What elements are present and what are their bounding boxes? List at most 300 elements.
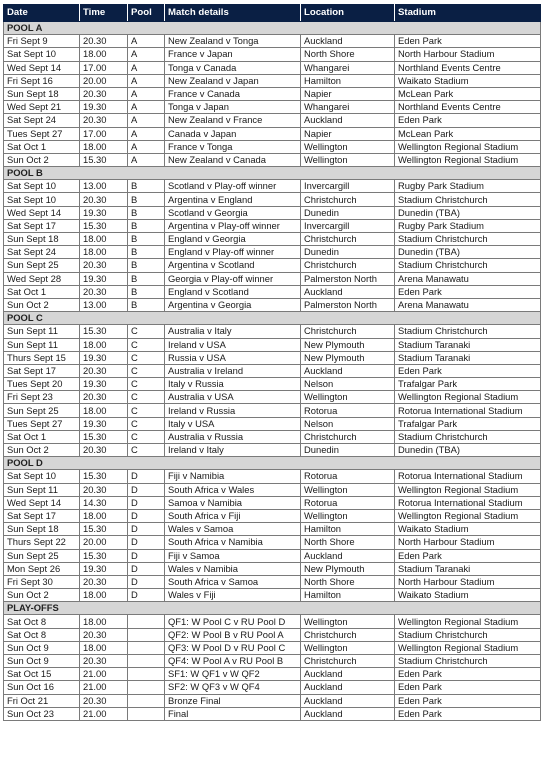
time-cell: 20.30	[80, 655, 128, 668]
time-cell: 13.00	[80, 298, 128, 311]
table-row	[4, 140, 541, 153]
stadium-cell: Stadium Christchurch	[395, 233, 541, 246]
match-cell: France v Canada	[165, 87, 301, 100]
pool-cell: B	[128, 193, 165, 206]
stadium-cell: Eden Park	[395, 694, 541, 707]
date-cell: Mon Sept 26	[4, 562, 80, 575]
table-row	[4, 707, 541, 720]
match-cell: England v Scotland	[165, 285, 301, 298]
date-cell: Sat Oct 1	[4, 140, 80, 153]
table-row	[4, 430, 541, 443]
pool-cell	[128, 681, 165, 694]
time-cell: 18.00	[80, 641, 128, 654]
match-cell: New Zealand v Japan	[165, 74, 301, 87]
location-cell: Rotorua	[301, 404, 395, 417]
pool-cell: A	[128, 87, 165, 100]
section-title: POOL D	[4, 457, 541, 470]
section-header-row	[4, 602, 541, 615]
stadium-cell: Dunedin (TBA)	[395, 246, 541, 259]
time-cell: 15.30	[80, 219, 128, 232]
stadium-cell: Stadium Taranaki	[395, 338, 541, 351]
date-cell: Sat Oct 8	[4, 615, 80, 628]
date-cell: Sun Sept 25	[4, 404, 80, 417]
match-cell: Ireland v USA	[165, 338, 301, 351]
location-cell: Christchurch	[301, 628, 395, 641]
date-cell: Sat Sept 17	[4, 364, 80, 377]
table-row	[4, 285, 541, 298]
stadium-cell: Wellington Regional Stadium	[395, 140, 541, 153]
time-cell: 15.30	[80, 430, 128, 443]
location-cell: Whangarei	[301, 61, 395, 74]
match-cell: France v Tonga	[165, 140, 301, 153]
pool-cell: C	[128, 338, 165, 351]
pool-cell: C	[128, 444, 165, 457]
match-cell: Argentina v Play-off winner	[165, 219, 301, 232]
stadium-cell: Eden Park	[395, 285, 541, 298]
date-cell: Sun Oct 2	[4, 298, 80, 311]
pool-cell: C	[128, 325, 165, 338]
stadium-cell: Rotorua International Stadium	[395, 496, 541, 509]
pool-cell: D	[128, 470, 165, 483]
header-match-details: Match details	[165, 5, 301, 22]
stadium-cell: Arena Manawatu	[395, 272, 541, 285]
time-cell: 20.00	[80, 74, 128, 87]
date-cell: Wed Sept 28	[4, 272, 80, 285]
date-cell: Sat Sept 10	[4, 470, 80, 483]
location-cell: Dunedin	[301, 444, 395, 457]
time-cell: 15.30	[80, 470, 128, 483]
time-cell: 19.30	[80, 351, 128, 364]
pool-cell: D	[128, 509, 165, 522]
pool-cell: A	[128, 140, 165, 153]
time-cell: 15.30	[80, 523, 128, 536]
match-cell: South Africa v Fiji	[165, 509, 301, 522]
match-cell: Russia v USA	[165, 351, 301, 364]
match-cell: Italy v USA	[165, 417, 301, 430]
time-cell: 18.00	[80, 140, 128, 153]
date-cell: Sat Oct 15	[4, 668, 80, 681]
match-cell: Wales v Fiji	[165, 589, 301, 602]
match-cell: SF2: W QF3 v W QF4	[165, 681, 301, 694]
time-cell: 15.30	[80, 153, 128, 166]
table-row	[4, 681, 541, 694]
time-cell: 18.00	[80, 48, 128, 61]
date-cell: Thurs Sept 15	[4, 351, 80, 364]
match-cell: Wales v Namibia	[165, 562, 301, 575]
match-cell: South Africa v Samoa	[165, 575, 301, 588]
pool-cell: D	[128, 549, 165, 562]
stadium-cell: McLean Park	[395, 87, 541, 100]
table-row	[4, 246, 541, 259]
table-row	[4, 61, 541, 74]
stadium-cell: Trafalgar Park	[395, 417, 541, 430]
pool-cell	[128, 668, 165, 681]
location-cell: Christchurch	[301, 325, 395, 338]
date-cell: Sun Sept 11	[4, 325, 80, 338]
pool-cell: D	[128, 536, 165, 549]
table-row	[4, 509, 541, 522]
stadium-cell: Northland Events Centre	[395, 61, 541, 74]
date-cell: Sat Sept 24	[4, 114, 80, 127]
date-cell: Sat Sept 10	[4, 193, 80, 206]
location-cell: New Plymouth	[301, 338, 395, 351]
time-cell: 14.30	[80, 496, 128, 509]
match-cell: Argentina v Georgia	[165, 298, 301, 311]
date-cell: Wed Sept 21	[4, 101, 80, 114]
date-cell: Tues Sept 27	[4, 417, 80, 430]
table-row	[4, 655, 541, 668]
table-row	[4, 615, 541, 628]
table-row	[4, 523, 541, 536]
location-cell: North Shore	[301, 575, 395, 588]
location-cell: New Plymouth	[301, 562, 395, 575]
match-cell: Bronze Final	[165, 694, 301, 707]
match-cell: France v Japan	[165, 48, 301, 61]
table-row	[4, 193, 541, 206]
date-cell: Fri Sept 16	[4, 74, 80, 87]
header-row	[4, 5, 541, 22]
section-title: POOL C	[4, 312, 541, 325]
stadium-cell: North Harbour Stadium	[395, 575, 541, 588]
pool-cell: B	[128, 233, 165, 246]
pool-cell: B	[128, 298, 165, 311]
time-cell: 19.30	[80, 206, 128, 219]
location-cell: Auckland	[301, 549, 395, 562]
match-cell: Fiji v Samoa	[165, 549, 301, 562]
location-cell: Dunedin	[301, 206, 395, 219]
table-row	[4, 417, 541, 430]
pool-cell	[128, 694, 165, 707]
pool-cell: A	[128, 48, 165, 61]
location-cell: Invercargill	[301, 180, 395, 193]
date-cell: Sun Oct 2	[4, 589, 80, 602]
pool-cell: B	[128, 206, 165, 219]
pool-cell: C	[128, 364, 165, 377]
pool-cell	[128, 628, 165, 641]
stadium-cell: Wellington Regional Stadium	[395, 483, 541, 496]
stadium-cell: Dunedin (TBA)	[395, 206, 541, 219]
time-cell: 20.30	[80, 114, 128, 127]
match-cell: Canada v Japan	[165, 127, 301, 140]
table-row	[4, 206, 541, 219]
table-row	[4, 233, 541, 246]
header-stadium: Stadium	[395, 5, 541, 22]
time-cell: 18.00	[80, 246, 128, 259]
time-cell: 20.30	[80, 87, 128, 100]
location-cell: Napier	[301, 87, 395, 100]
pool-cell: D	[128, 589, 165, 602]
time-cell: 15.30	[80, 325, 128, 338]
location-cell: Auckland	[301, 668, 395, 681]
time-cell: 20.30	[80, 694, 128, 707]
match-cell: QF1: W Pool C v RU Pool D	[165, 615, 301, 628]
time-cell: 19.30	[80, 101, 128, 114]
time-cell: 13.00	[80, 180, 128, 193]
time-cell: 20.30	[80, 35, 128, 48]
match-cell: Fiji v Namibia	[165, 470, 301, 483]
section-header-row	[4, 457, 541, 470]
location-cell: Wellington	[301, 509, 395, 522]
date-cell: Sun Sept 18	[4, 87, 80, 100]
time-cell: 18.00	[80, 404, 128, 417]
stadium-cell: McLean Park	[395, 127, 541, 140]
pool-cell: C	[128, 404, 165, 417]
match-cell: Australia v USA	[165, 391, 301, 404]
stadium-cell: Wellington Regional Stadium	[395, 641, 541, 654]
pool-cell: A	[128, 153, 165, 166]
match-cell: Argentina v Scotland	[165, 259, 301, 272]
date-cell: Sat Sept 17	[4, 219, 80, 232]
date-cell: Wed Sept 14	[4, 61, 80, 74]
match-cell: Wales v Samoa	[165, 523, 301, 536]
time-cell: 20.00	[80, 536, 128, 549]
table-row	[4, 496, 541, 509]
pool-cell: A	[128, 35, 165, 48]
stadium-cell: Eden Park	[395, 364, 541, 377]
location-cell: Christchurch	[301, 430, 395, 443]
stadium-cell: Eden Park	[395, 668, 541, 681]
date-cell: Wed Sept 14	[4, 206, 80, 219]
table-row	[4, 351, 541, 364]
location-cell: Whangarei	[301, 101, 395, 114]
match-cell: Final	[165, 707, 301, 720]
pool-cell: D	[128, 523, 165, 536]
stadium-cell: Wellington Regional Stadium	[395, 615, 541, 628]
stadium-cell: Stadium Christchurch	[395, 193, 541, 206]
table-row	[4, 48, 541, 61]
location-cell: North Shore	[301, 536, 395, 549]
pool-cell	[128, 615, 165, 628]
time-cell: 20.30	[80, 364, 128, 377]
location-cell: Palmerston North	[301, 272, 395, 285]
stadium-cell: Eden Park	[395, 114, 541, 127]
stadium-cell: Dunedin (TBA)	[395, 444, 541, 457]
section-header-row	[4, 167, 541, 180]
date-cell: Sun Sept 25	[4, 259, 80, 272]
date-cell: Fri Sept 23	[4, 391, 80, 404]
table-row	[4, 272, 541, 285]
stadium-cell: North Harbour Stadium	[395, 48, 541, 61]
stadium-cell: Northland Events Centre	[395, 101, 541, 114]
table-row	[4, 470, 541, 483]
location-cell: Wellington	[301, 615, 395, 628]
time-cell: 18.00	[80, 615, 128, 628]
table-row	[4, 444, 541, 457]
time-cell: 15.30	[80, 549, 128, 562]
date-cell: Sat Oct 1	[4, 285, 80, 298]
time-cell: 20.30	[80, 391, 128, 404]
time-cell: 20.30	[80, 483, 128, 496]
pool-cell: A	[128, 127, 165, 140]
match-cell: QF4: W Pool A v RU Pool B	[165, 655, 301, 668]
date-cell: Sat Sept 24	[4, 246, 80, 259]
date-cell: Sun Sept 11	[4, 483, 80, 496]
pool-cell: B	[128, 285, 165, 298]
table-body	[4, 22, 541, 721]
location-cell: Napier	[301, 127, 395, 140]
time-cell: 21.00	[80, 681, 128, 694]
match-cell: Ireland v Italy	[165, 444, 301, 457]
location-cell: Palmerston North	[301, 298, 395, 311]
match-cell: Samoa v Namibia	[165, 496, 301, 509]
time-cell: 19.30	[80, 272, 128, 285]
stadium-cell: Arena Manawatu	[395, 298, 541, 311]
table-row	[4, 74, 541, 87]
table-row	[4, 338, 541, 351]
match-cell: South Africa v Wales	[165, 483, 301, 496]
location-cell: Auckland	[301, 681, 395, 694]
table-row	[4, 694, 541, 707]
table-row	[4, 114, 541, 127]
location-cell: Nelson	[301, 417, 395, 430]
location-cell: Christchurch	[301, 193, 395, 206]
date-cell: Fri Sept 30	[4, 575, 80, 588]
stadium-cell: Eden Park	[395, 549, 541, 562]
match-cell: New Zealand v France	[165, 114, 301, 127]
location-cell: Wellington	[301, 153, 395, 166]
match-cell: New Zealand v Tonga	[165, 35, 301, 48]
table-row	[4, 628, 541, 641]
table-row	[4, 325, 541, 338]
section-title: POOL A	[4, 22, 541, 35]
section-header-row	[4, 22, 541, 35]
location-cell: Wellington	[301, 391, 395, 404]
stadium-cell: Eden Park	[395, 35, 541, 48]
stadium-cell: Wellington Regional Stadium	[395, 153, 541, 166]
location-cell: Christchurch	[301, 655, 395, 668]
match-cell: Australia v Russia	[165, 430, 301, 443]
match-cell: Italy v Russia	[165, 378, 301, 391]
table-row	[4, 391, 541, 404]
table-row	[4, 536, 541, 549]
date-cell: Sun Oct 23	[4, 707, 80, 720]
date-cell: Sun Sept 25	[4, 549, 80, 562]
location-cell: Hamilton	[301, 589, 395, 602]
stadium-cell: Eden Park	[395, 681, 541, 694]
date-cell: Fri Sept 9	[4, 35, 80, 48]
time-cell: 20.30	[80, 444, 128, 457]
time-cell: 19.30	[80, 378, 128, 391]
match-cell: Australia v Italy	[165, 325, 301, 338]
table-row	[4, 378, 541, 391]
time-cell: 20.30	[80, 259, 128, 272]
stadium-cell: Wellington Regional Stadium	[395, 391, 541, 404]
stadium-cell: Waikato Stadium	[395, 589, 541, 602]
pool-cell: C	[128, 391, 165, 404]
stadium-cell: Waikato Stadium	[395, 523, 541, 536]
stadium-cell: Stadium Christchurch	[395, 628, 541, 641]
stadium-cell: Trafalgar Park	[395, 378, 541, 391]
location-cell: Rotorua	[301, 470, 395, 483]
header-time: Time	[80, 5, 128, 22]
match-cell: Tonga v Japan	[165, 101, 301, 114]
pool-cell: D	[128, 562, 165, 575]
time-cell: 21.00	[80, 668, 128, 681]
time-cell: 18.00	[80, 589, 128, 602]
stadium-cell: Rugby Park Stadium	[395, 219, 541, 232]
pool-cell	[128, 707, 165, 720]
date-cell: Thurs Sept 22	[4, 536, 80, 549]
date-cell: Sat Sept 10	[4, 180, 80, 193]
pool-cell: A	[128, 74, 165, 87]
date-cell: Sun Sept 11	[4, 338, 80, 351]
stadium-cell: Rotorua International Stadium	[395, 470, 541, 483]
location-cell: Auckland	[301, 694, 395, 707]
location-cell: Auckland	[301, 364, 395, 377]
header-date: Date	[4, 5, 80, 22]
table-header	[4, 5, 541, 22]
location-cell: Auckland	[301, 114, 395, 127]
table-row	[4, 87, 541, 100]
date-cell: Fri Oct 21	[4, 694, 80, 707]
time-cell: 20.30	[80, 628, 128, 641]
location-cell: Rotorua	[301, 496, 395, 509]
time-cell: 19.30	[80, 417, 128, 430]
section-title: PLAY-OFFS	[4, 602, 541, 615]
date-cell: Sat Oct 8	[4, 628, 80, 641]
location-cell: Wellington	[301, 483, 395, 496]
stadium-cell: Wellington Regional Stadium	[395, 509, 541, 522]
match-cell: Georgia v Play-off winner	[165, 272, 301, 285]
date-cell: Sun Oct 9	[4, 641, 80, 654]
match-cell: South Africa v Namibia	[165, 536, 301, 549]
pool-cell: D	[128, 496, 165, 509]
date-cell: Tues Sept 27	[4, 127, 80, 140]
table-row	[4, 101, 541, 114]
match-cell: Argentina v England	[165, 193, 301, 206]
table-row	[4, 259, 541, 272]
stadium-cell: Stadium Christchurch	[395, 259, 541, 272]
stadium-cell: Stadium Christchurch	[395, 325, 541, 338]
match-cell: New Zealand v Canada	[165, 153, 301, 166]
date-cell: Sun Oct 9	[4, 655, 80, 668]
table-row	[4, 219, 541, 232]
table-row	[4, 562, 541, 575]
stadium-cell: Eden Park	[395, 707, 541, 720]
fixture-schedule-table	[3, 4, 541, 721]
table-row	[4, 127, 541, 140]
pool-cell: C	[128, 430, 165, 443]
table-row	[4, 180, 541, 193]
date-cell: Sat Sept 17	[4, 509, 80, 522]
location-cell: Christchurch	[301, 259, 395, 272]
date-cell: Tues Sept 20	[4, 378, 80, 391]
date-cell: Sun Oct 16	[4, 681, 80, 694]
match-cell: Australia v Ireland	[165, 364, 301, 377]
match-cell: QF2: W Pool B v RU Pool A	[165, 628, 301, 641]
pool-cell: A	[128, 61, 165, 74]
table-row	[4, 364, 541, 377]
pool-cell: C	[128, 351, 165, 364]
location-cell: Invercargill	[301, 219, 395, 232]
stadium-cell: Stadium Christchurch	[395, 430, 541, 443]
location-cell: Wellington	[301, 140, 395, 153]
header-pool: Pool	[128, 5, 165, 22]
time-cell: 20.30	[80, 285, 128, 298]
location-cell: Auckland	[301, 707, 395, 720]
match-cell: England v Play-off winner	[165, 246, 301, 259]
pool-cell: A	[128, 101, 165, 114]
location-cell: Hamilton	[301, 523, 395, 536]
match-cell: Scotland v Play-off winner	[165, 180, 301, 193]
location-cell: Dunedin	[301, 246, 395, 259]
time-cell: 18.00	[80, 338, 128, 351]
stadium-cell: Rugby Park Stadium	[395, 180, 541, 193]
location-cell: Wellington	[301, 641, 395, 654]
date-cell: Sat Sept 10	[4, 48, 80, 61]
time-cell: 17.00	[80, 61, 128, 74]
table-row	[4, 589, 541, 602]
